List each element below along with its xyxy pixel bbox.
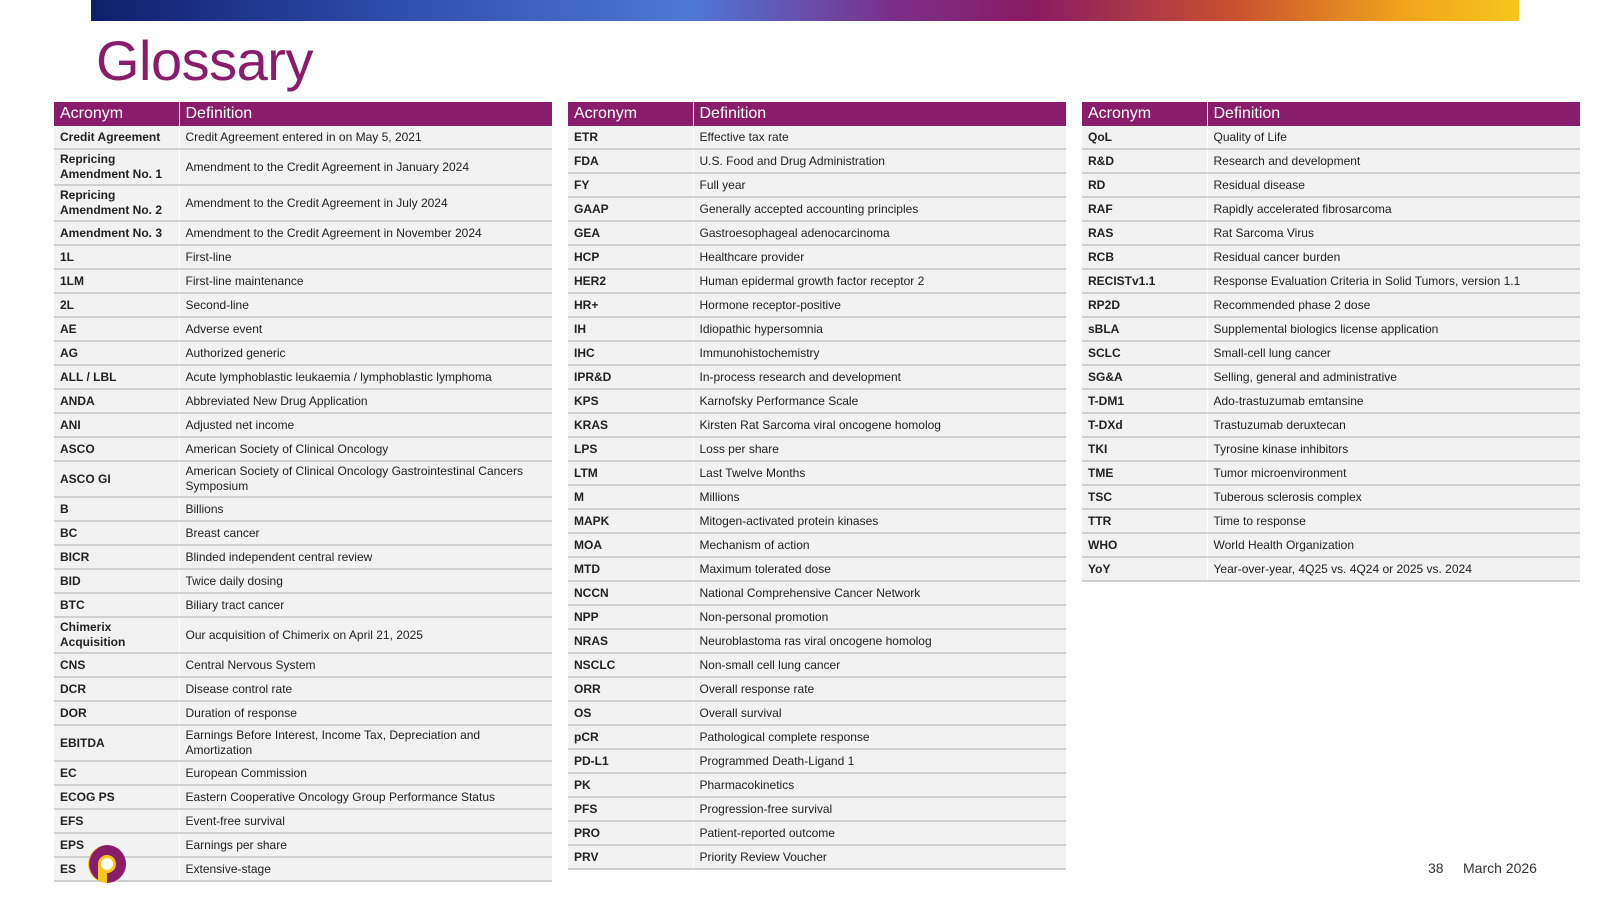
acronym-cell: ALL / LBL	[54, 365, 179, 389]
definition-cell: Pathological complete response	[693, 725, 1066, 749]
definition-cell: Karnofsky Performance Scale	[693, 389, 1066, 413]
definition-cell: Blinded independent central review	[179, 545, 552, 569]
definition-cell: Biliary tract cancer	[179, 593, 552, 617]
definition-cell: Second-line	[179, 293, 552, 317]
table-row	[54, 569, 552, 593]
definition-cell: Rapidly accelerated fibrosarcoma	[1207, 197, 1580, 221]
acronym-cell: LTM	[568, 461, 693, 485]
table-row	[54, 617, 552, 653]
table-row	[54, 461, 552, 497]
table-row	[54, 437, 552, 461]
definition-cell: First-line	[179, 245, 552, 269]
table-row	[54, 545, 552, 569]
definition-cell: Acute lymphoblastic leukaemia / lymphoblastic lymphoma	[179, 365, 552, 389]
definition-cell: Credit Agreement entered in on May 5, 2021	[179, 126, 552, 149]
table-row	[568, 629, 1066, 653]
definition-cell: Extensive-stage	[179, 857, 552, 881]
definition-cell: Effective tax rate	[693, 126, 1066, 149]
definition-cell: Idiopathic hypersomnia	[693, 317, 1066, 341]
acronym-cell: PFS	[568, 797, 693, 821]
acronym-cell: T-DM1	[1082, 389, 1207, 413]
definition-cell: Full year	[693, 173, 1066, 197]
definition-cell: U.S. Food and Drug Administration	[693, 149, 1066, 173]
definition-cell: Amendment to the Credit Agreement in January 2024	[179, 149, 552, 185]
table-row	[54, 221, 552, 245]
acronym-cell: 2L	[54, 293, 179, 317]
definition-cell: Patient-reported outcome	[693, 821, 1066, 845]
definition-cell: European Commission	[179, 761, 552, 785]
acronym-cell: BICR	[54, 545, 179, 569]
table-row	[1082, 126, 1580, 149]
definition-cell: Amendment to the Credit Agreement in July 2024	[179, 185, 552, 221]
acronym-cell: 1L	[54, 245, 179, 269]
table-row	[568, 725, 1066, 749]
definition-cell: Residual disease	[1207, 173, 1580, 197]
table-row	[568, 485, 1066, 509]
definition-cell: Year-over-year, 4Q25 vs. 4Q24 or 2025 vs. 2024	[1207, 557, 1580, 581]
table-row	[54, 413, 552, 437]
acronym-header: Acronym	[54, 102, 179, 126]
acronym-cell: AE	[54, 317, 179, 341]
acronym-cell: MTD	[568, 557, 693, 581]
definition-cell: Pharmacokinetics	[693, 773, 1066, 797]
table-row	[1082, 437, 1580, 461]
page-number: 38	[1428, 860, 1444, 876]
definition-cell: Loss per share	[693, 437, 1066, 461]
acronym-cell: KPS	[568, 389, 693, 413]
table-row	[568, 221, 1066, 245]
acronym-cell: ETR	[568, 126, 693, 149]
glossary-table-1	[54, 102, 552, 882]
acronym-cell: PRO	[568, 821, 693, 845]
table-header-row	[1082, 102, 1580, 126]
acronym-cell: ECOG PS	[54, 785, 179, 809]
acronym-cell: EFS	[54, 809, 179, 833]
acronym-cell: Chimerix Acquisition	[54, 617, 179, 653]
table-row	[568, 461, 1066, 485]
table-row	[568, 317, 1066, 341]
acronym-cell: FDA	[568, 149, 693, 173]
acronym-cell: NRAS	[568, 629, 693, 653]
table-row	[1082, 485, 1580, 509]
definition-cell: Twice daily dosing	[179, 569, 552, 593]
definition-cell: Overall survival	[693, 701, 1066, 725]
table-row	[1082, 173, 1580, 197]
definition-cell: Healthcare provider	[693, 245, 1066, 269]
table-row	[54, 653, 552, 677]
table-row	[54, 126, 552, 149]
acronym-cell: B	[54, 497, 179, 521]
acronym-cell: EBITDA	[54, 725, 179, 761]
definition-cell: Millions	[693, 485, 1066, 509]
definition-cell: Eastern Cooperative Oncology Group Performance Status	[179, 785, 552, 809]
acronym-cell: DOR	[54, 701, 179, 725]
table-row	[1082, 221, 1580, 245]
table-header-row	[54, 102, 552, 126]
acronym-cell: GEA	[568, 221, 693, 245]
table-row	[568, 797, 1066, 821]
acronym-cell: HR+	[568, 293, 693, 317]
table-row	[54, 365, 552, 389]
acronym-cell: IPR&D	[568, 365, 693, 389]
acronym-cell: YoY	[1082, 557, 1207, 581]
acronym-cell: SCLC	[1082, 341, 1207, 365]
acronym-cell: IH	[568, 317, 693, 341]
acronym-cell: PD-L1	[568, 749, 693, 773]
acronym-cell: Repricing Amendment No. 1	[54, 149, 179, 185]
table-row	[54, 497, 552, 521]
definition-cell: Non-small cell lung cancer	[693, 653, 1066, 677]
definition-cell: Priority Review Voucher	[693, 845, 1066, 869]
top-gradient-bar	[91, 0, 1519, 21]
definition-cell: Duration of response	[179, 701, 552, 725]
table-row	[54, 521, 552, 545]
table-row	[568, 701, 1066, 725]
table-row	[1082, 557, 1580, 581]
definition-cell: Time to response	[1207, 509, 1580, 533]
acronym-cell: Amendment No. 3	[54, 221, 179, 245]
acronym-cell: 1LM	[54, 269, 179, 293]
definition-cell: Maximum tolerated dose	[693, 557, 1066, 581]
definition-cell: Authorized generic	[179, 341, 552, 365]
definition-header: Definition	[179, 102, 552, 126]
definition-cell: Earnings per share	[179, 833, 552, 857]
table-row	[568, 437, 1066, 461]
acronym-cell: HER2	[568, 269, 693, 293]
acronym-cell: sBLA	[1082, 317, 1207, 341]
table-row	[568, 365, 1066, 389]
definition-cell: Immunohistochemistry	[693, 341, 1066, 365]
table-row	[1082, 293, 1580, 317]
acronym-cell: T-DXd	[1082, 413, 1207, 437]
table-row	[1082, 341, 1580, 365]
table-row	[568, 557, 1066, 581]
definition-cell: Adverse event	[179, 317, 552, 341]
table-row	[1082, 413, 1580, 437]
definition-cell: Last Twelve Months	[693, 461, 1066, 485]
definition-cell: Kirsten Rat Sarcoma viral oncogene homolog	[693, 413, 1066, 437]
definition-cell: American Society of Clinical Oncology	[179, 437, 552, 461]
table-row	[1082, 269, 1580, 293]
acronym-cell: ANI	[54, 413, 179, 437]
table-row	[1082, 245, 1580, 269]
table-row	[1082, 317, 1580, 341]
table-row	[1082, 461, 1580, 485]
acronym-cell: QoL	[1082, 126, 1207, 149]
acronym-cell: RAF	[1082, 197, 1207, 221]
table-row	[1082, 389, 1580, 413]
table-row	[568, 677, 1066, 701]
table-row	[568, 149, 1066, 173]
acronym-cell: EC	[54, 761, 179, 785]
table-row	[568, 293, 1066, 317]
table-header-row	[568, 102, 1066, 126]
definition-cell: Research and development	[1207, 149, 1580, 173]
table-row	[54, 269, 552, 293]
acronym-cell: KRAS	[568, 413, 693, 437]
acronym-cell: NSCLC	[568, 653, 693, 677]
definition-cell: Adjusted net income	[179, 413, 552, 437]
glossary-table-2	[568, 102, 1066, 870]
acronym-cell: DCR	[54, 677, 179, 701]
acronym-cell: LPS	[568, 437, 693, 461]
acronym-cell: BID	[54, 569, 179, 593]
acronym-cell: R&D	[1082, 149, 1207, 173]
definition-header: Definition	[1207, 102, 1580, 126]
acronym-cell: ES	[54, 857, 179, 881]
table-row	[568, 413, 1066, 437]
page-title: Glossary	[96, 29, 313, 92]
acronym-cell: CNS	[54, 653, 179, 677]
definition-cell: American Society of Clinical Oncology Gastrointestinal Cancers Symposium	[179, 461, 552, 497]
definition-cell: Abbreviated New Drug Application	[179, 389, 552, 413]
table-row	[54, 857, 552, 881]
table-row	[568, 389, 1066, 413]
definition-cell: Rat Sarcoma Virus	[1207, 221, 1580, 245]
table-row	[54, 149, 552, 185]
table-row	[54, 833, 552, 857]
table-row	[54, 761, 552, 785]
table-row	[54, 317, 552, 341]
table-row	[54, 185, 552, 221]
table-row	[1082, 509, 1580, 533]
table-row	[54, 593, 552, 617]
acronym-cell: SG&A	[1082, 365, 1207, 389]
table-row	[54, 701, 552, 725]
acronym-cell: PRV	[568, 845, 693, 869]
definition-cell: Quality of Life	[1207, 126, 1580, 149]
acronym-cell: TTR	[1082, 509, 1207, 533]
table-row	[568, 269, 1066, 293]
definition-cell: Residual cancer burden	[1207, 245, 1580, 269]
acronym-cell: RP2D	[1082, 293, 1207, 317]
acronym-cell: BTC	[54, 593, 179, 617]
acronym-cell: TSC	[1082, 485, 1207, 509]
table-row	[568, 197, 1066, 221]
definition-cell: Recommended phase 2 dose	[1207, 293, 1580, 317]
table-row	[1082, 197, 1580, 221]
acronym-cell: HCP	[568, 245, 693, 269]
table-row	[568, 245, 1066, 269]
definition-cell: Selling, general and administrative	[1207, 365, 1580, 389]
definition-cell: Billions	[179, 497, 552, 521]
definition-cell: Mitogen-activated protein kinases	[693, 509, 1066, 533]
table-row	[54, 341, 552, 365]
definition-cell: National Comprehensive Cancer Network	[693, 581, 1066, 605]
table-row	[54, 389, 552, 413]
table-row	[54, 677, 552, 701]
definition-cell: Amendment to the Credit Agreement in November 2024	[179, 221, 552, 245]
acronym-cell: FY	[568, 173, 693, 197]
definition-cell: Disease control rate	[179, 677, 552, 701]
definition-cell: World Health Organization	[1207, 533, 1580, 557]
definition-cell: Generally accepted accounting principles	[693, 197, 1066, 221]
acronym-cell: WHO	[1082, 533, 1207, 557]
company-logo-icon	[87, 844, 127, 884]
table-row	[568, 845, 1066, 869]
table-row	[54, 293, 552, 317]
acronym-cell: RD	[1082, 173, 1207, 197]
definition-cell: Event-free survival	[179, 809, 552, 833]
definition-cell: Progression-free survival	[693, 797, 1066, 821]
acronym-header: Acronym	[568, 102, 693, 126]
table-row	[568, 581, 1066, 605]
table-row	[1082, 533, 1580, 557]
definition-cell: First-line maintenance	[179, 269, 552, 293]
table-row	[54, 725, 552, 761]
acronym-cell: ASCO GI	[54, 461, 179, 497]
acronym-cell: NCCN	[568, 581, 693, 605]
acronym-cell: IHC	[568, 341, 693, 365]
acronym-cell: RECISTv1.1	[1082, 269, 1207, 293]
definition-cell: Tuberous sclerosis complex	[1207, 485, 1580, 509]
acronym-cell: GAAP	[568, 197, 693, 221]
acronym-cell: OS	[568, 701, 693, 725]
acronym-cell: RCB	[1082, 245, 1207, 269]
definition-cell: Trastuzumab deruxtecan	[1207, 413, 1580, 437]
acronym-cell: NPP	[568, 605, 693, 629]
table-row	[568, 749, 1066, 773]
table-row	[1082, 365, 1580, 389]
table-row	[568, 821, 1066, 845]
acronym-cell: Credit Agreement	[54, 126, 179, 149]
table-row	[568, 653, 1066, 677]
acronym-cell: Repricing Amendment No. 2	[54, 185, 179, 221]
definition-cell: Non-personal promotion	[693, 605, 1066, 629]
definition-cell: Response Evaluation Criteria in Solid Tumors, version 1.1	[1207, 269, 1580, 293]
acronym-cell: TME	[1082, 461, 1207, 485]
table-row	[54, 785, 552, 809]
definition-cell: Programmed Death-Ligand 1	[693, 749, 1066, 773]
table-row	[568, 773, 1066, 797]
table-row	[54, 245, 552, 269]
acronym-cell: ANDA	[54, 389, 179, 413]
acronym-cell: EPS	[54, 833, 179, 857]
acronym-cell: pCR	[568, 725, 693, 749]
table-row	[568, 126, 1066, 149]
acronym-cell: ORR	[568, 677, 693, 701]
acronym-cell: MOA	[568, 533, 693, 557]
definition-cell: In-process research and development	[693, 365, 1066, 389]
definition-cell: Human epidermal growth factor receptor 2	[693, 269, 1066, 293]
table-row	[568, 533, 1066, 557]
acronym-cell: BC	[54, 521, 179, 545]
acronym-cell: PK	[568, 773, 693, 797]
acronym-cell: AG	[54, 341, 179, 365]
definition-cell: Overall response rate	[693, 677, 1066, 701]
acronym-header: Acronym	[1082, 102, 1207, 126]
acronym-cell: M	[568, 485, 693, 509]
table-row	[1082, 149, 1580, 173]
acronym-cell: ASCO	[54, 437, 179, 461]
definition-cell: Breast cancer	[179, 521, 552, 545]
table-row	[568, 341, 1066, 365]
definition-cell: Central Nervous System	[179, 653, 552, 677]
definition-cell: Supplemental biologics license application	[1207, 317, 1580, 341]
acronym-cell: MAPK	[568, 509, 693, 533]
definition-cell: Neuroblastoma ras viral oncogene homolog	[693, 629, 1066, 653]
table-row	[568, 509, 1066, 533]
acronym-cell: RAS	[1082, 221, 1207, 245]
acronym-cell: TKI	[1082, 437, 1207, 461]
definition-cell: Earnings Before Interest, Income Tax, Depreciation and Amortization	[179, 725, 552, 761]
definition-cell: Small-cell lung cancer	[1207, 341, 1580, 365]
definition-cell: Our acquisition of Chimerix on April 21, 2025	[179, 617, 552, 653]
table-row	[568, 173, 1066, 197]
definition-cell: Tyrosine kinase inhibitors	[1207, 437, 1580, 461]
footer-date: March 2026	[1463, 860, 1537, 876]
definition-cell: Ado-trastuzumab emtansine	[1207, 389, 1580, 413]
definition-cell: Mechanism of action	[693, 533, 1066, 557]
definition-header: Definition	[693, 102, 1066, 126]
definition-cell: Tumor microenvironment	[1207, 461, 1580, 485]
glossary-table-3	[1082, 102, 1580, 582]
table-row	[54, 809, 552, 833]
definition-cell: Gastroesophageal adenocarcinoma	[693, 221, 1066, 245]
table-row	[568, 605, 1066, 629]
definition-cell: Hormone receptor-positive	[693, 293, 1066, 317]
